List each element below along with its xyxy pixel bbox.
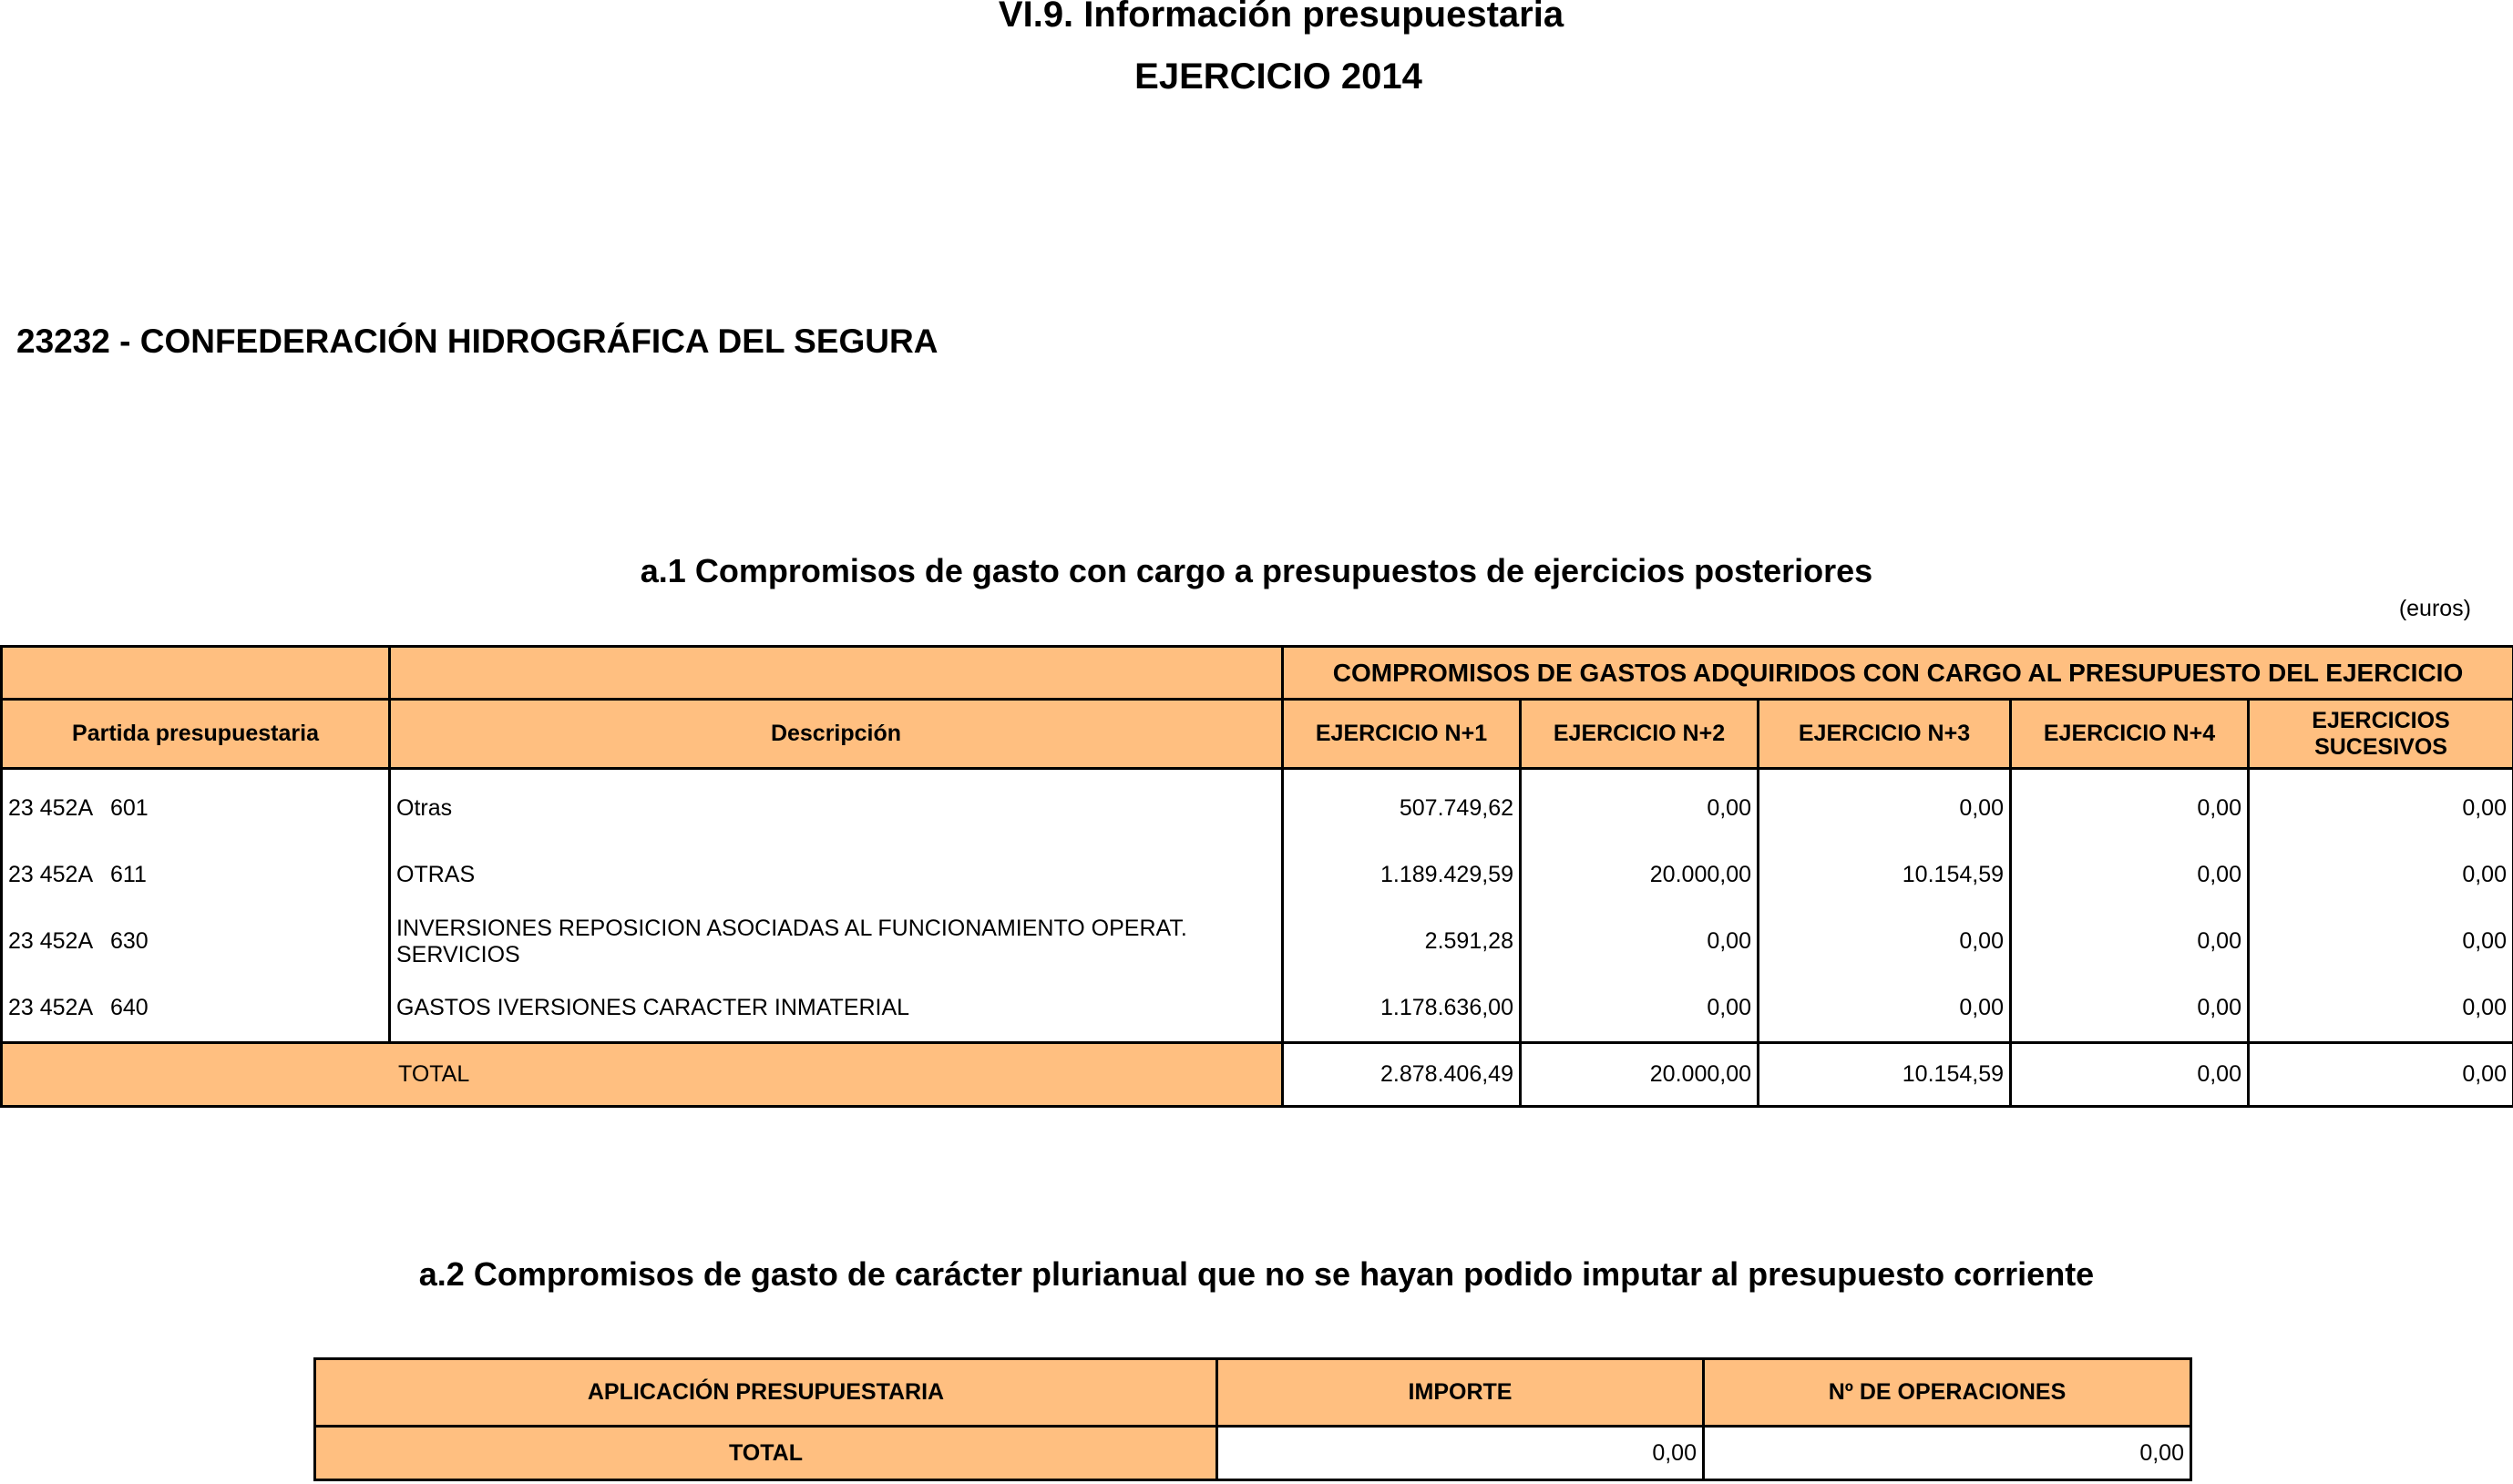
description-cell: OTRAS [390, 842, 1283, 908]
total-n2: 20.000,00 [1521, 1043, 1759, 1107]
economic-code: 611 [110, 862, 147, 887]
total-n1: 2.878.406,49 [1283, 1043, 1521, 1107]
n1-cell: 1.189.429,59 [1283, 842, 1521, 908]
table-row [2, 842, 2513, 908]
n1-cell: 2.591,28 [1283, 908, 1521, 975]
col-header-n2: EJERCICIO N+2 [1521, 700, 1759, 769]
col-header-operaciones: Nº DE OPERACIONES [1704, 1359, 2191, 1427]
partida-cell [2, 975, 390, 1043]
partida-cell [2, 769, 390, 843]
units-label: (euros) [2398, 596, 2471, 621]
economic-code: 630 [110, 928, 149, 954]
n1-cell: 507.749,62 [1283, 769, 1521, 843]
n3-cell: 0,00 [1759, 908, 2011, 975]
n2-cell: 0,00 [1521, 908, 1759, 975]
col-header-n4: EJERCICIO N+4 [2011, 700, 2249, 769]
col-header-aplicacion: APLICACIÓN PRESUPUESTARIA [315, 1359, 1217, 1427]
total-n4: 0,00 [2011, 1043, 2249, 1107]
section-a2-title: a.2 Compromisos de gasto de carácter plurianual que no se hayan podido imputar al presupuesto corriente [418, 1255, 2095, 1293]
n2-cell: 20.000,00 [1521, 842, 1759, 908]
entity-heading: 23232 - CONFEDERACIÓN HIDROGRÁFICA DEL SEGURA [16, 322, 939, 360]
page-title: VI.9. Información presupuestaria [998, 0, 1564, 35]
n3-cell: 0,00 [1759, 975, 2011, 1043]
table-row [2, 769, 2513, 843]
col-header-n3: EJERCICIO N+3 [1759, 700, 2011, 769]
table-row [2, 908, 2513, 975]
total-importe: 0,00 [1217, 1427, 1704, 1480]
col-header-sucesivos: EJERCICIOS SUCESIVOS [2249, 700, 2513, 769]
n3-cell: 0,00 [1759, 769, 2011, 843]
n2-cell: 0,00 [1521, 769, 1759, 843]
plurianual-table [313, 1357, 2192, 1481]
n4-cell: 0,00 [2011, 975, 2249, 1043]
n2-cell: 0,00 [1521, 975, 1759, 1043]
program-code: 23 452A [8, 995, 94, 1020]
table-row [2, 975, 2513, 1043]
total-row [315, 1427, 2191, 1480]
n3-cell: 10.154,59 [1759, 842, 2011, 908]
total-sucesivos: 0,00 [2249, 1043, 2513, 1107]
empty-header-cell [390, 647, 1283, 700]
section-a1-title: a.1 Compromisos de gasto con cargo a presupuestos de ejercicios posteriores [640, 552, 1873, 589]
partida-cell [2, 908, 390, 975]
description-cell: Otras [390, 769, 1283, 843]
total-label: TOTAL [315, 1427, 1217, 1480]
super-header-cell: COMPROMISOS DE GASTOS ADQUIRIDOS CON CARGO AL PRESUPUESTO DEL EJERCICIO [1283, 647, 2513, 700]
commitments-table [0, 645, 2513, 1108]
partida-cell [2, 842, 390, 908]
total-n3: 10.154,59 [1759, 1043, 2011, 1107]
n4-cell: 0,00 [2011, 842, 2249, 908]
total-row [2, 1043, 2513, 1107]
n4-cell: 0,00 [2011, 769, 2249, 843]
sucesivos-cell: 0,00 [2249, 975, 2513, 1043]
program-code: 23 452A [8, 928, 94, 954]
col-header-n1: EJERCICIO N+1 [1283, 700, 1521, 769]
economic-code: 601 [110, 795, 149, 821]
total-operaciones: 0,00 [1704, 1427, 2191, 1480]
col-header-importe: IMPORTE [1217, 1359, 1704, 1427]
fiscal-year-subtitle: EJERCICIO 2014 [1134, 56, 1422, 97]
table-header-row [2, 700, 2513, 769]
n1-cell: 1.178.636,00 [1283, 975, 1521, 1043]
description-cell: GASTOS IVERSIONES CARACTER INMATERIAL [390, 975, 1283, 1043]
program-code: 23 452A [8, 795, 94, 821]
total-label: TOTAL [2, 1043, 1283, 1107]
table-header-row [315, 1359, 2191, 1427]
description-cell: INVERSIONES REPOSICION ASOCIADAS AL FUNCIONAMIENTO OPERAT. SERVICIOS [390, 908, 1283, 975]
program-code: 23 452A [8, 862, 94, 887]
economic-code: 640 [110, 995, 149, 1020]
col-header-descripcion: Descripción [390, 700, 1283, 769]
n4-cell: 0,00 [2011, 908, 2249, 975]
col-header-partida: Partida presupuestaria [2, 700, 390, 769]
sucesivos-cell: 0,00 [2249, 908, 2513, 975]
table-super-header-row [2, 647, 2513, 700]
empty-header-cell [2, 647, 390, 700]
sucesivos-cell: 0,00 [2249, 769, 2513, 843]
sucesivos-cell: 0,00 [2249, 842, 2513, 908]
